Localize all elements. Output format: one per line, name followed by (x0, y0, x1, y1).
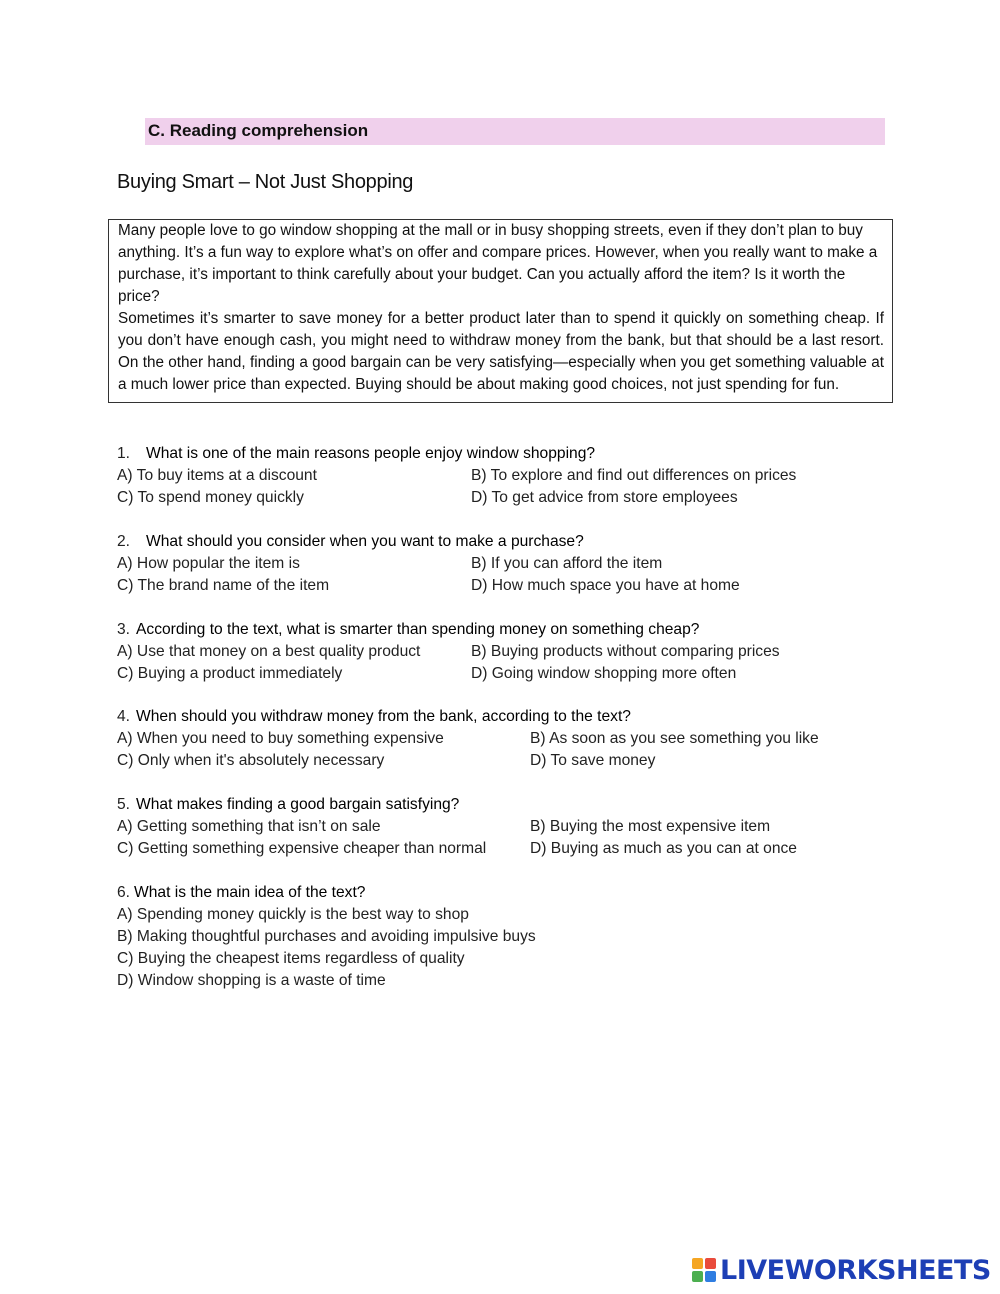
logo-square (705, 1271, 716, 1282)
logo-square (692, 1258, 703, 1269)
question-5 (117, 794, 877, 860)
option-b[interactable]: B) Buying products without comparing prices (471, 643, 780, 660)
option-d[interactable]: D) How much space you have at home (471, 577, 740, 594)
logo-text: LIVEWORKSHEETS (720, 1254, 991, 1286)
option-a[interactable]: A) How popular the item is (117, 555, 300, 572)
question-text: According to the text, what is smarter than spending money on something cheap? (136, 621, 700, 638)
reading-passage (108, 219, 893, 403)
option-a[interactable]: A) Spending money quickly is the best way to shop (117, 906, 469, 923)
question-text: When should you withdraw money from the bank, according to the text? (136, 708, 631, 725)
question-text: What is one of the main reasons people enjoy window shopping? (146, 445, 596, 462)
question-number: 3. (117, 621, 131, 638)
question-number: 4. (117, 708, 131, 725)
option-c[interactable]: C) The brand name of the item (117, 577, 330, 594)
option-a[interactable]: A) To buy items at a discount (117, 467, 317, 484)
option-d[interactable]: D) To save money (530, 752, 656, 769)
section-header (145, 118, 885, 145)
question-number: 1. (117, 445, 131, 462)
question-number: 5. (117, 796, 131, 813)
section-label: C. Reading comprehension (148, 121, 369, 140)
option-c[interactable]: C) To spend money quickly (117, 489, 304, 506)
option-a[interactable]: A) Use that money on a best quality product (117, 643, 421, 660)
option-b[interactable]: B) If you can afford the item (471, 555, 663, 572)
option-b[interactable]: B) Making thoughtful purchases and avoiding impulsive buys (117, 928, 536, 945)
option-d[interactable]: D) Buying as much as you can at once (530, 840, 797, 857)
option-b[interactable]: B) Buying the most expensive item (530, 818, 771, 835)
option-b[interactable]: B) To explore and find out differences on prices (471, 467, 797, 484)
option-a[interactable]: A) When you need to buy something expensive (117, 730, 444, 747)
question-2 (117, 531, 877, 597)
logo-square (705, 1258, 716, 1269)
option-d[interactable]: D) Window shopping is a waste of time (117, 972, 386, 989)
question-text: What is the main idea of the text? (134, 884, 366, 901)
question-4 (117, 706, 877, 772)
passage-paragraph-1: Many people love to go window shopping at the mall or in busy shopping streets, even if they don’t plan to buy anything. It’s a fun way to explore what’s on offer and compare prices. However, when you really want to make a purchase, it’s important to think carefully about your budget. Can you actually afford the item? Is it worth the price? (118, 222, 878, 305)
option-c[interactable]: C) Getting something expensive cheaper than normal (117, 840, 487, 857)
question-number: 6. (117, 884, 131, 901)
option-b[interactable]: B) As soon as you see something you like (530, 730, 819, 747)
question-1 (117, 443, 877, 509)
reading-title: Buying Smart – Not Just Shopping (117, 171, 414, 193)
option-d[interactable]: D) To get advice from store employees (471, 489, 738, 506)
liveworksheets-logo (692, 1255, 991, 1285)
logo-square (692, 1271, 703, 1282)
option-a[interactable]: A) Getting something that isn’t on sale (117, 818, 381, 835)
option-c[interactable]: C) Only when it's absolutely necessary (117, 752, 385, 769)
question-text: What makes finding a good bargain satisfying? (136, 796, 460, 813)
liveworksheets-logo-icon (692, 1258, 716, 1282)
question-text: What should you consider when you want to make a purchase? (146, 533, 584, 550)
question-6 (117, 882, 877, 992)
option-c[interactable]: C) Buying the cheapest items regardless of quality (117, 950, 465, 967)
question-number: 2. (117, 533, 131, 550)
passage-paragraph-2: Sometimes it’s smarter to save money for a better product later than to spend it quickly on something cheap. If you don’t have enough cash, you might need to withdraw money from the bank, but that should be a last resort. On the other hand, finding a good bargain can be very satisfying—especially when you get something valuable at a much lower price than expected. Buying should be about making good choices, not just spending for fun. (118, 310, 884, 393)
option-c[interactable]: C) Buying a product immediately (117, 665, 343, 682)
option-d[interactable]: D) Going window shopping more often (471, 665, 737, 682)
question-3 (117, 619, 877, 685)
